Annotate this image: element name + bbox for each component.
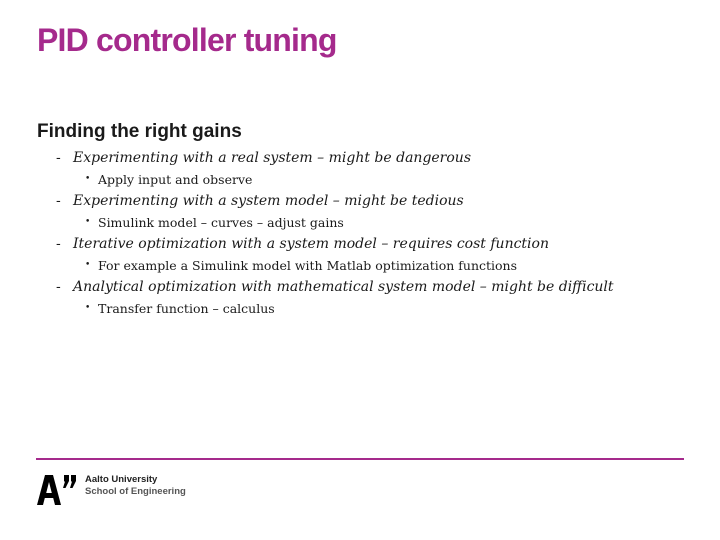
footer-branding bbox=[85, 474, 186, 498]
bullet-text: Iterative optimization with a system model – requires cost function bbox=[73, 236, 549, 252]
sub-bullet-item bbox=[0, 298, 720, 319]
sub-bullet-text: Transfer function – calculus bbox=[98, 301, 275, 316]
bullet-item bbox=[0, 190, 720, 212]
bullet-list bbox=[0, 147, 720, 319]
sub-bullet-item bbox=[0, 212, 720, 233]
sub-bullet-text: Simulink model – curves – adjust gains bbox=[98, 215, 344, 230]
bullet-item bbox=[0, 147, 720, 169]
school-name: School of Engineering bbox=[85, 486, 186, 497]
sub-bullet-text: For example a Simulink model with Matlab optimization functions bbox=[98, 258, 518, 273]
bullet-text: Analytical optimization with mathematical system model – might be difficult bbox=[73, 279, 614, 295]
slide-title: PID controller tuning bbox=[37, 22, 337, 58]
aalto-logo-icon bbox=[37, 475, 77, 505]
sub-bullet-item bbox=[0, 169, 720, 190]
slide-subtitle: Finding the right gains bbox=[37, 121, 242, 142]
bullet-dot-marker: • bbox=[85, 260, 91, 270]
footer-divider bbox=[36, 458, 684, 460]
bullet-text: Experimenting with a real system – might be dangerous bbox=[73, 150, 472, 166]
dash-marker: - bbox=[56, 193, 61, 209]
dash-marker: - bbox=[56, 279, 61, 295]
bullet-dot-marker: • bbox=[85, 174, 91, 184]
bullet-dot-marker: • bbox=[85, 303, 91, 313]
bullet-dot-marker: • bbox=[85, 217, 91, 227]
bullet-text: Experimenting with a system model – might be tedious bbox=[73, 193, 464, 209]
sub-bullet-text: Apply input and observe bbox=[98, 172, 253, 187]
sub-bullet-item bbox=[0, 255, 720, 276]
university-name: Aalto University bbox=[85, 474, 158, 485]
dash-marker: - bbox=[56, 150, 61, 166]
bullet-item bbox=[0, 276, 720, 298]
dash-marker: - bbox=[56, 236, 61, 252]
bullet-item bbox=[0, 233, 720, 255]
